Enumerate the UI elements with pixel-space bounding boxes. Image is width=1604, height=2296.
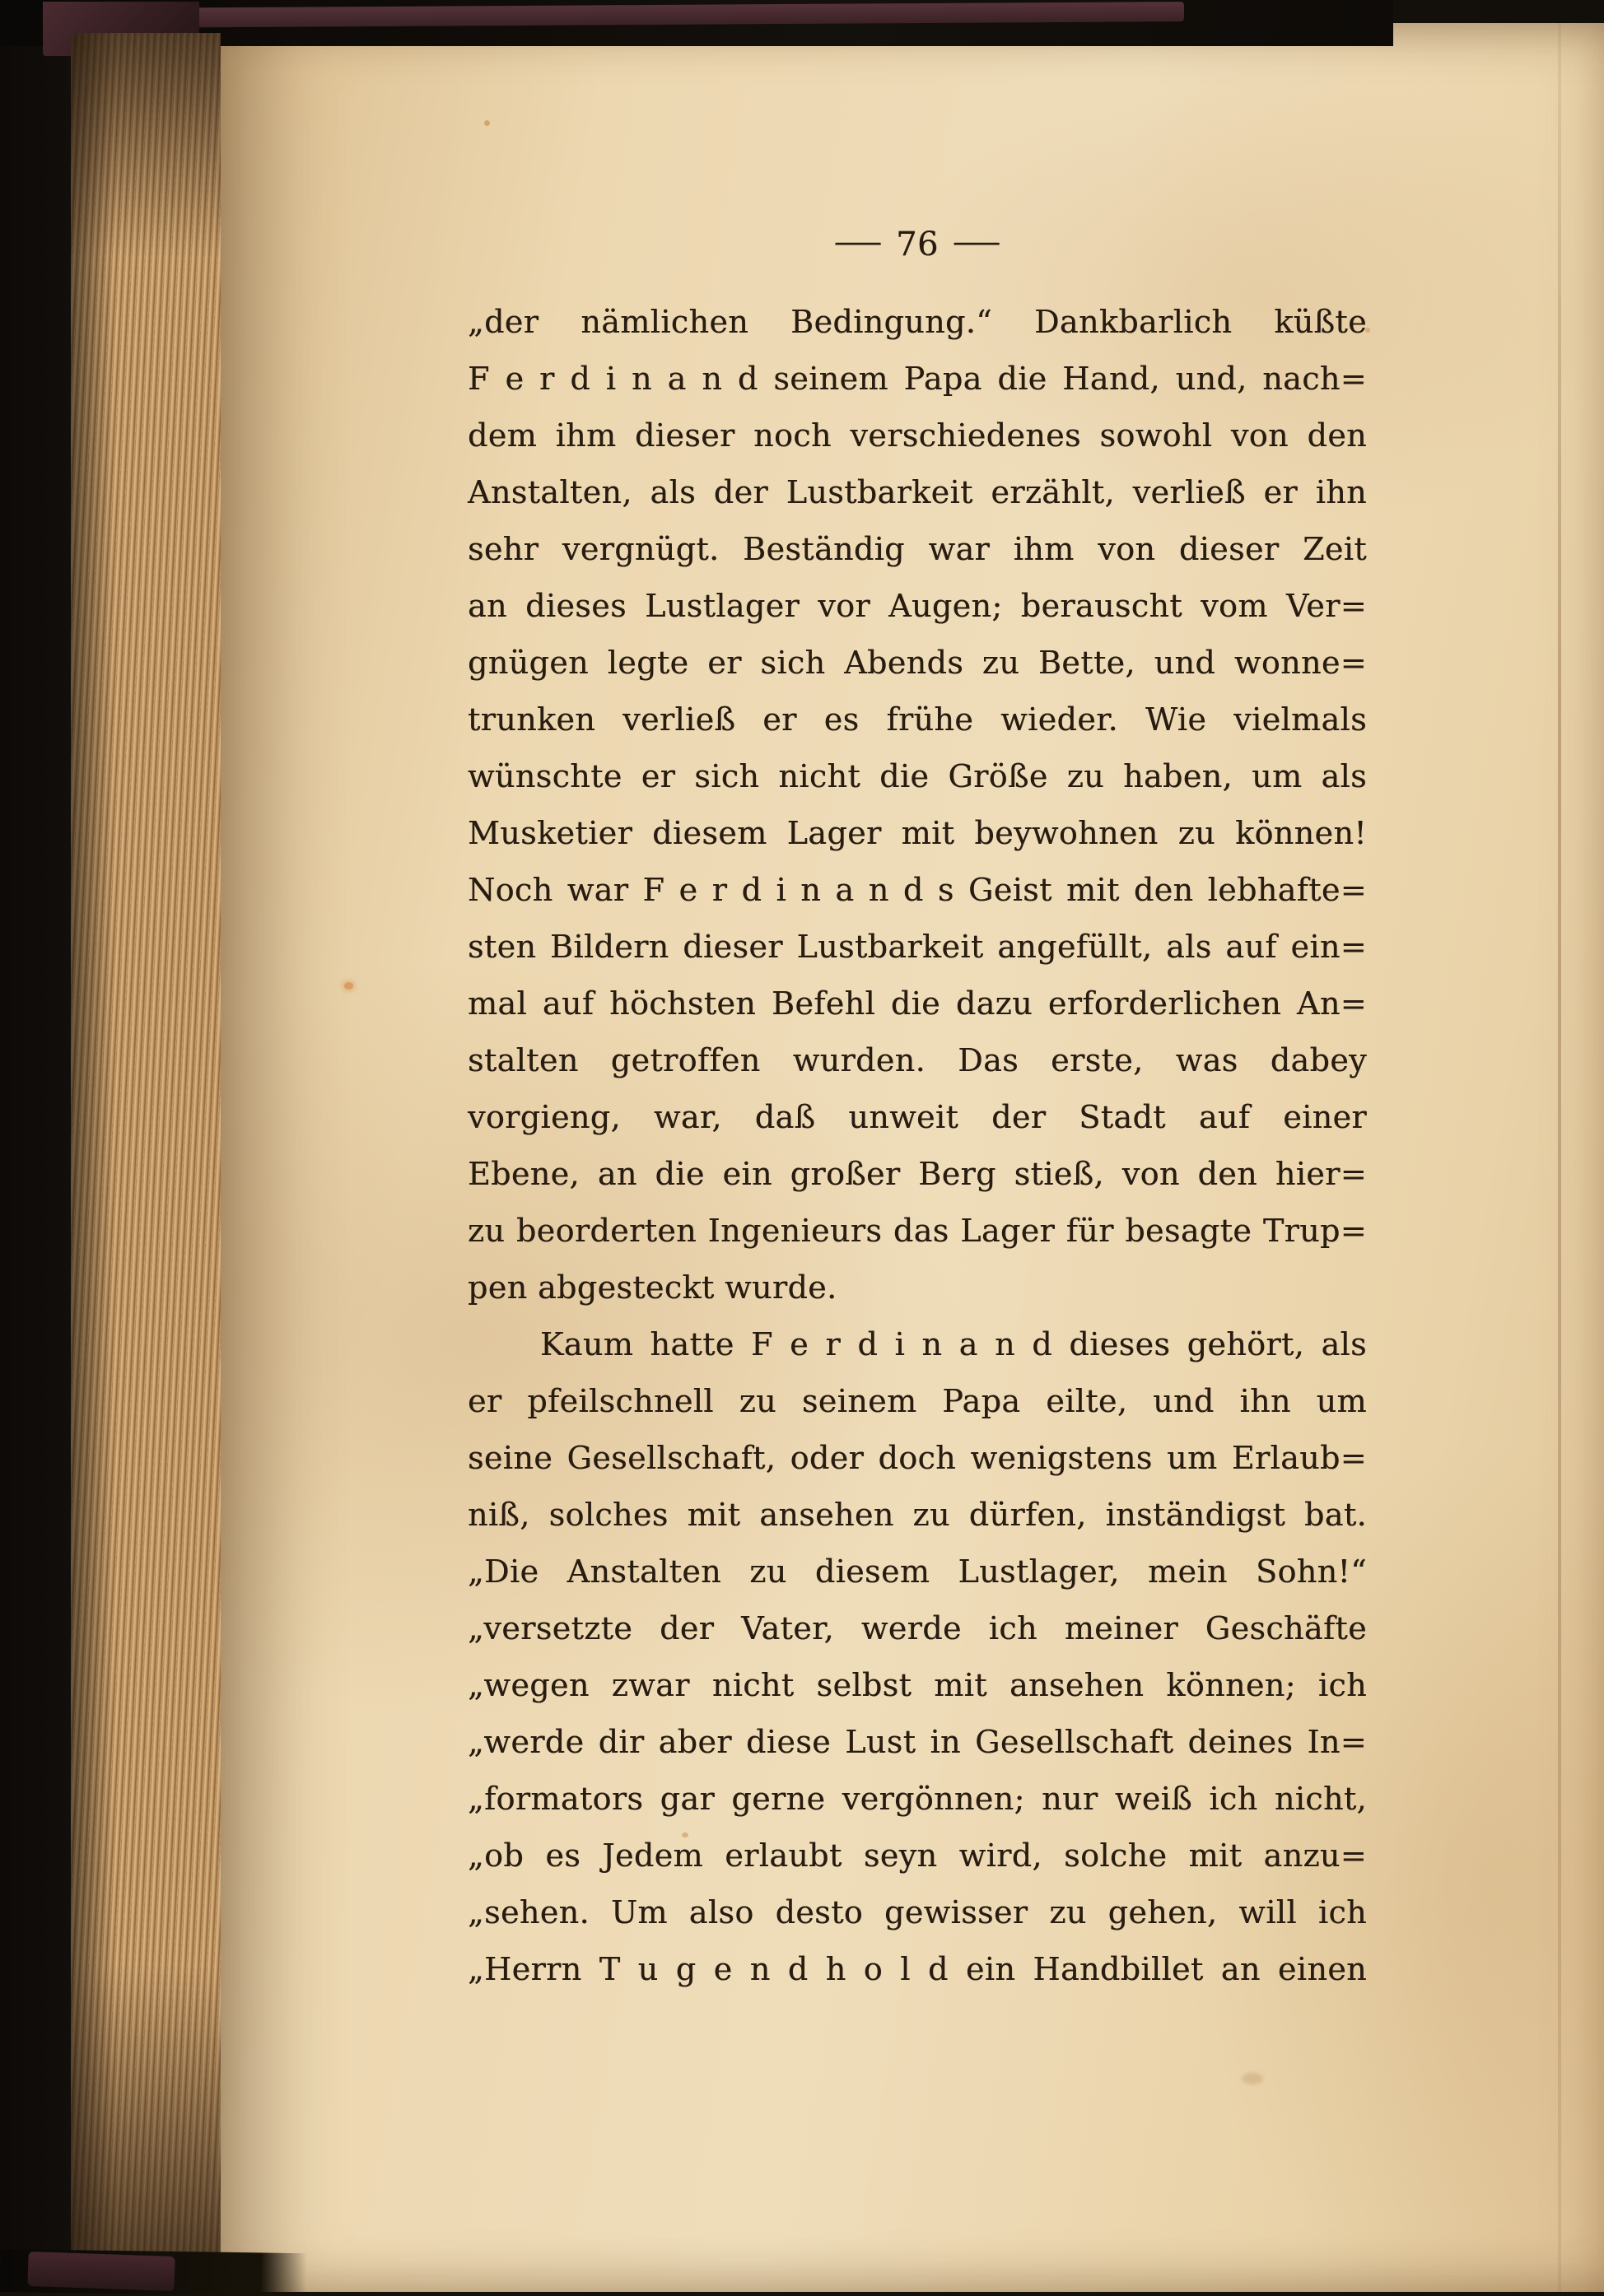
text-line: gnügen legte er sich Abends zu Bette, und wonne= <box>468 645 1367 681</box>
text-line: zu beorderten Ingenieurs das Lager für besagte Trup= <box>468 1213 1367 1249</box>
text-line: vorgieng, war, daß unweit der Stadt auf einer <box>468 1099 1367 1135</box>
text-line: „formators gar gerne vergönnen; nur weiß ich nicht, <box>468 1781 1367 1817</box>
book-page <box>221 23 1604 2292</box>
text-line: Anstalten, als der Lustbarkeit erzählt, verließ er ihn <box>468 474 1367 510</box>
foxing-spot <box>1242 2073 1263 2084</box>
page-fore-edges <box>71 33 221 2280</box>
text-line: „Herrn T u g e n d h o l d ein Handbillet an einen <box>468 1951 1367 1987</box>
text-line: sten Bildern dieser Lustbarkeit angefüllt, als auf ein= <box>468 929 1367 965</box>
book-cover-edge-bottom <box>27 2252 175 2291</box>
text-line: er pfeilschnell zu seinem Papa eilte, und ihn um <box>468 1383 1367 1419</box>
text-line: Ebene, an die ein großer Berg stieß, von den hier= <box>468 1156 1367 1192</box>
text-line: mal auf höchsten Befehl die dazu erforderlichen An= <box>468 985 1367 1022</box>
text-line: Noch war F e r d i n a n d s Geist mit den lebhafte= <box>468 872 1367 908</box>
text-line: pen abgesteckt wurde. <box>468 1269 837 1306</box>
text-line: trunken verließ er es frühe wieder. Wie vielmals <box>468 701 1367 738</box>
foxing-spot <box>484 120 490 126</box>
text-line: F e r d i n a n d seinem Papa die Hand, und, nach= <box>468 361 1367 397</box>
text-line: stalten getroffen wurden. Das erste, was dabey <box>468 1042 1367 1078</box>
text-line: seine Gesellschaft, oder doch wenigstens um Erlaub= <box>468 1440 1367 1476</box>
header-dash-right: — <box>951 223 1002 261</box>
page-number: 76 <box>896 226 939 263</box>
header-dash-left: — <box>832 223 884 261</box>
page-header <box>468 225 1367 264</box>
text-line: niß, solches mit ansehen zu dürfen, inständigst bat. <box>468 1497 1367 1533</box>
text-line: „werde dir aber diese Lust in Gesellschaft deines In= <box>468 1724 1367 1760</box>
text-line: wünschte er sich nicht die Größe zu haben, um als <box>468 758 1367 794</box>
text-line: „ob es Jedem erlaubt seyn wird, solche mit anzu= <box>468 1837 1367 1874</box>
text-line: sehr vergnügt. Beständig war ihm von dieser Zeit <box>468 531 1367 567</box>
text-area <box>468 225 1367 1998</box>
text-block <box>468 294 1367 1998</box>
text-line: an dieses Lustlager vor Augen; berauscht vom Ver= <box>468 588 1367 624</box>
foxing-spot <box>344 982 353 990</box>
text-line: „versetzte der Vater, werde ich meiner Geschäfte <box>468 1610 1367 1646</box>
text-line: Kaum hatte F e r d i n a n d dieses gehört, als <box>540 1326 1367 1362</box>
text-line: dem ihm dieser noch verschiedenes sowohl von den <box>468 417 1367 454</box>
text-line: „der nämlichen Bedingung.“ Dankbarlich küßte <box>468 304 1367 340</box>
text-line: „wegen zwar nicht selbst mit ansehen können; ich <box>468 1667 1367 1703</box>
page-right-edge-crease <box>1558 23 1561 2292</box>
text-line: „sehen. Um also desto gewisser zu gehen, will ich <box>468 1894 1367 1930</box>
text-line: Musketier diesem Lager mit beywohnen zu können! <box>468 815 1367 851</box>
text-line: „Die Anstalten zu diesem Lustlager, mein Sohn!“ <box>468 1553 1367 1590</box>
